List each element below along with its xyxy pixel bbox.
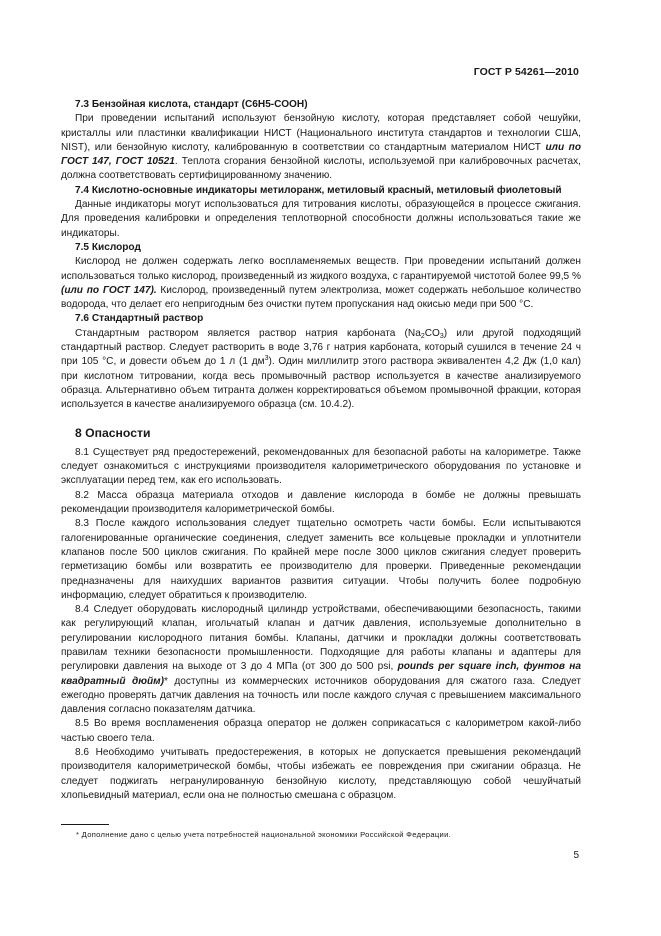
page-number: 5 [573,850,579,861]
section-8-title: 8 Опасности [75,425,151,440]
text-run: ) или другой подходящий стандартный раствор. Следует растворить в воде 3,76 г натрия карбоната, который сушился в течение 24 ч при 105 °С, и довести объем до 1 л (1 дм [61,327,581,368]
clause-8-1: 8.1 Существует ряд предостережений, рекомендованных для безопасной работы на калориметре. Также следует ознакомиться с инструкциями производителя калориметрического оборудования по установке и эксплуатации перед тем, как его использовать. [61,446,581,487]
section-7-6-title: 7.6 Стандартный раствор [75,313,204,325]
footnote-divider [61,824,109,825]
standard-header: ГОСТ Р 54261—2010 [473,66,579,78]
clause-8-5: 8.5 Во время воспламенения образца оператор не должен соприкасаться с калориметром какой-либо частью своего тела. [61,718,581,744]
subscript: 3 [439,332,444,340]
footnote: * Дополнение дано с целью учета потребностей национальной экономики Российской Федерации. [76,830,452,839]
gost-reference: (или по ГОСТ 147). [61,284,157,296]
text-run: Кислород, произведенный путем электролиза, может содержать небольшое количество водорода, что делает его непригодным без очистки путем пропускания над окисью меди при 500 °С. [61,284,581,311]
superscript: 3 [264,355,269,363]
section-7-4-paragraph: Данные индикаторы могут использоваться для титрования кислоты, образующейся в процессе сжигания. Для проведения калибровки и определения теплотворной способности должны использоваться такие же индикаторы. [61,199,581,239]
document-body [61,98,581,803]
text-run: 8.4 Следует оборудовать кислородный цилиндр устройствами, обеспечивающими безопасность, такими как регулирующий клапан, игольчатый клапан и датчик давления, используемые дополнительно в регулировании кислородного питания бомбы. Клапаны, датчики и прокладки должны соответствовать правилам техники безопасности промышленности. Подходящие для работы клапаны и адаптеры для регулировки давления на выходе от 3 до 4 МПа (от 300 до 500 psi, [61,604,581,673]
section-7-6-paragraph [61,327,581,413]
clause-8-2: 8.2 Масса образца материала отходов и давление кислорода в бомбе не должны превышать рекомендации производителя калориметрической бомбы. [61,489,581,516]
text-run: При проведении испытаний используют бензойную кислоту, которая представляет собой чешуйки, кристаллы или пластинки квалификации НИСТ (Национального института стандартов и технологии США, NIST), или бензойную кислоту, калиброванную в соответствии со стандартным материалом НИСТ [61,113,581,153]
gost-reference: или по ГОСТ 147, ГОСТ 10521 [61,141,581,168]
text-run: Кислород не должен содержать легко воспламеняемых веществ. При проведении испытаний должен использоваться только кислород, произведенный из жидкого воздуха, с гарантируемой чистотой более 99,5 % [61,256,581,282]
clause-8-4 [61,603,581,717]
text-run: CO [424,327,440,339]
text-run: * доступны из коммерческих источников оборудования для сжатого газа. Следует ежегодно проверять датчик давления на точность или после каждого случая с превышением максимального давления согласно показателям датчика. [61,675,581,716]
clause-8-6: 8.6 Необходимо учитывать предостережения, в которых не допускается превышения рекомендаций производителя калориметрической бомбы, чтобы избежать ее повреждения при сжигании образца. Не следует поджигать негранулированную бензойную кислоту, представляющую собой чешуйчатый хлопьевидный материал, если она не полностью смешана с образцом. [61,747,581,801]
psi-definition: pounds per square inch, фунтов на квадратный дюйм) [61,661,581,687]
text-run: . Теплота сгорания бензойной кислоты, используемой при калибровочных расчетах, должна соответствовать сертифицированному значению. [61,156,581,182]
section-7-5-paragraph [61,255,581,312]
text-run: Стандартным раствором является раствор натрия карбоната (Na [75,327,421,339]
section-7-5-title: 7.5 Кислород [75,241,141,253]
section-7-3-title: 7.3 Бензойная кислота, стандарт (С6Н5-СООН) [75,99,308,110]
text-run: ). Один миллилитр этого раствора эквивалентен 4,2 Дж (1,0 кал) при кислотном титровании, когда весь промывочный раствор используется в качестве анализируемого образца. Альтернативно объем титранта должен корректироваться объемом промывочной фракции, которая используется в качестве анализируемого образца (см. 10.4.2). [61,356,581,411]
section-7-4-title: 7.4 Кислотно-основные индикаторы метилоранж, метиловый красный, метиловый фиолетовый [75,184,562,196]
section-7-3-paragraph [61,112,581,183]
subscript: 2 [420,332,425,340]
clause-8-3: 8.3 После каждого использования следует тщательно осмотреть части бомбы. Если испытываются галогенированные органические соединения, следует заменить все кольцевые прокладки и уплотнители клапанов после 500 циклов сжигания. По крайней мере после 3000 циклов сжигания следует проверить герметизацию бомбы или возвратить ее производителю для проверки. Приведенные рекомендации предназначены для наихудших вариантов развития ситуации. Чтобы получить более подробную информацию, следует обратиться к производителю. [61,518,581,601]
